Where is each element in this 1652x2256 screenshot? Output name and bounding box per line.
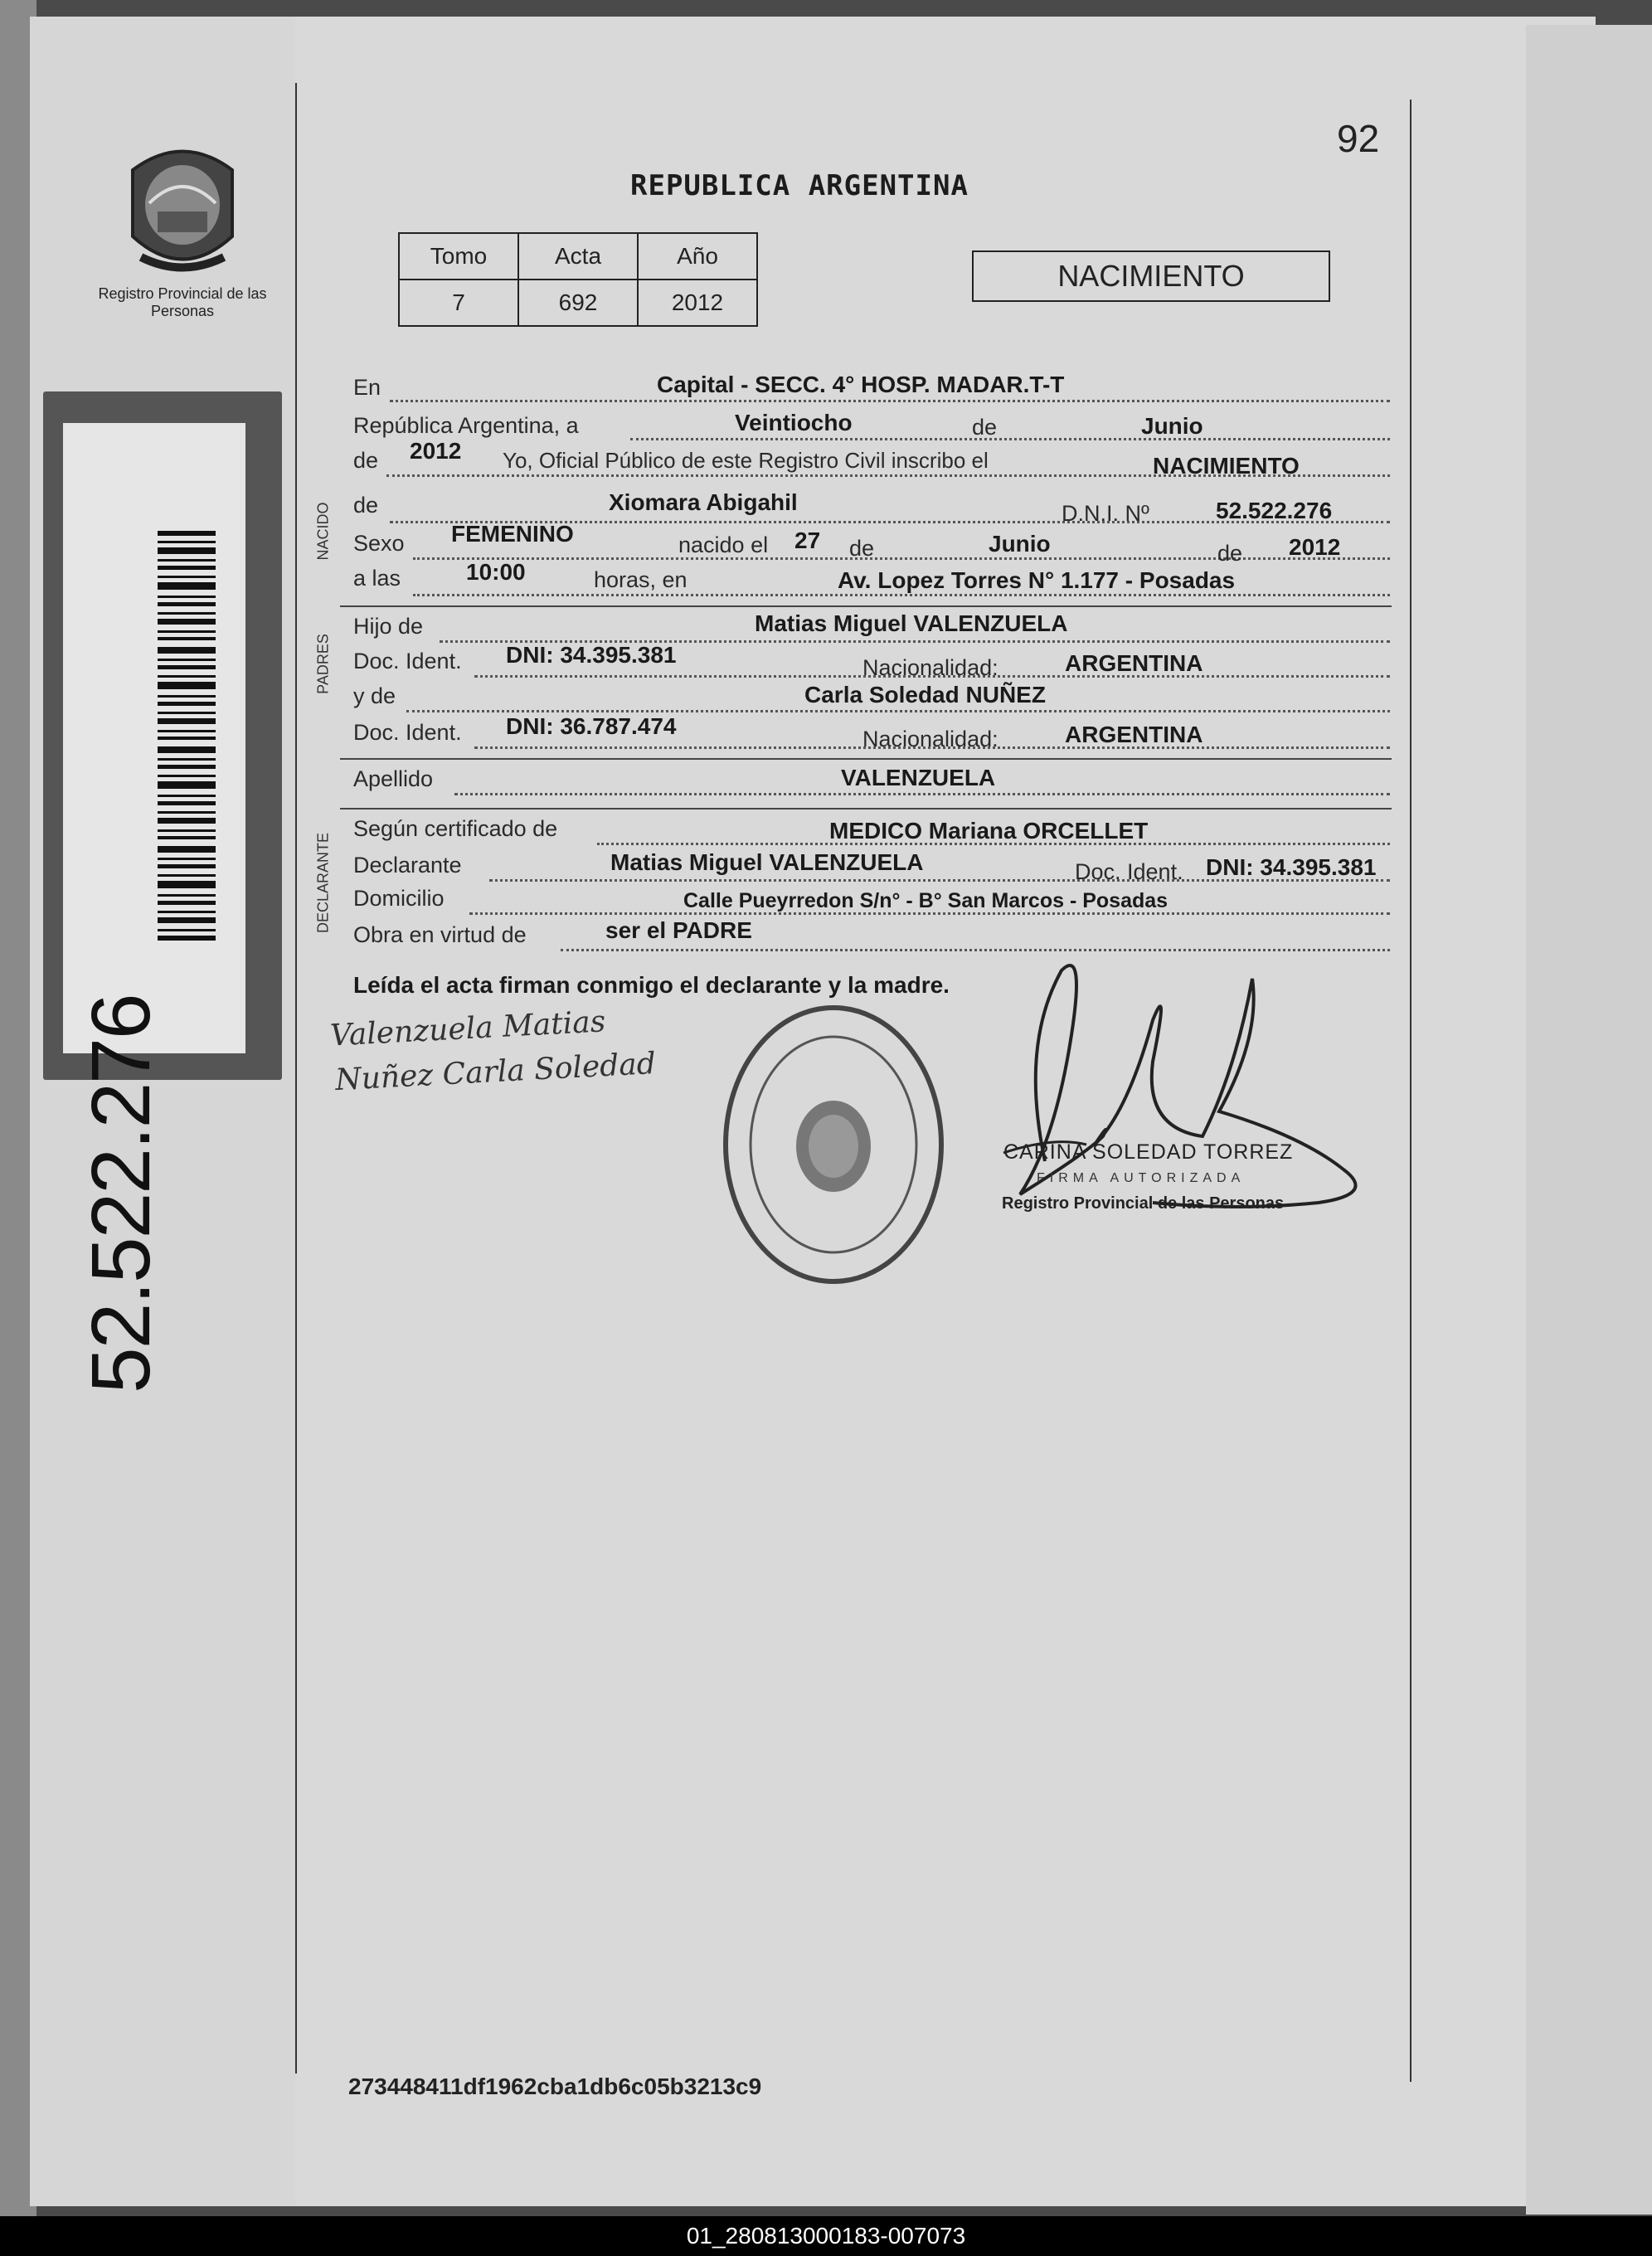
- handwritten-signature: Valenzuela Matias: [329, 1004, 607, 1053]
- month-value: Junio: [1141, 413, 1203, 439]
- de-label: de: [353, 448, 379, 473]
- record-type-box: NACIMIENTO: [972, 250, 1330, 302]
- value-anio: 2012: [638, 280, 757, 326]
- dotted-line: [413, 594, 1390, 596]
- signatory-role: FIRMA AUTORIZADA: [1037, 1171, 1246, 1185]
- day-value: Veintiocho: [735, 410, 853, 435]
- value-tomo: 7: [399, 280, 518, 326]
- hijo-de-label: Hijo de: [353, 614, 424, 639]
- divider: [340, 758, 1392, 760]
- apellido-value: VALENZUELA: [841, 765, 996, 790]
- section-nacido: NACIDO: [314, 502, 332, 561]
- divider: [340, 808, 1392, 810]
- declarante-label: Declarante: [353, 853, 462, 878]
- name-value: Xiomara Abigahil: [609, 489, 798, 515]
- handwritten-signature: Nuñez Carla Soledad: [334, 1046, 657, 1098]
- en-label: En: [353, 375, 381, 400]
- de-label: de: [353, 493, 379, 518]
- table-header-row: [399, 233, 757, 280]
- obra-label: Obra en virtud de: [353, 922, 527, 947]
- obra-value: ser el PADRE: [605, 917, 752, 943]
- sexo-label: Sexo: [353, 531, 405, 556]
- header-acta: Acta: [518, 233, 638, 280]
- document-hash: 273448411df1962cba1db6c05b3213c9: [348, 2074, 762, 2099]
- inscribo-value: NACIMIENTO: [1153, 453, 1300, 479]
- doc-ident-label: Doc. Ident.: [353, 720, 462, 745]
- nacionalidad-label: Nacionalidad:: [862, 655, 998, 680]
- signatory-name: CARINA SOLEDAD TORREZ: [1003, 1140, 1294, 1164]
- birth-year: 2012: [1289, 534, 1341, 560]
- dotted-line: [406, 710, 1390, 712]
- header-tomo: Tomo: [399, 233, 518, 280]
- doc-ident-label: Doc. Ident.: [1075, 859, 1183, 884]
- certificado-value: MEDICO Mariana ORCELLET: [829, 818, 1149, 844]
- padre-value: Matias Miguel VALENZUELA: [755, 610, 1068, 636]
- page-number: 92: [1337, 117, 1380, 160]
- de-label: de: [1217, 541, 1243, 566]
- de-label: de: [849, 536, 875, 561]
- dotted-line: [454, 793, 1390, 795]
- official-seal-stamp-icon: [713, 995, 954, 1294]
- republica-label: República Argentina, a: [353, 413, 579, 438]
- a-las-label: a las: [353, 566, 401, 591]
- value-acta: 692: [518, 280, 638, 326]
- dotted-line: [390, 400, 1390, 402]
- nacionalidad-label: Nacionalidad:: [862, 727, 998, 751]
- registry-label: Registro Provincial de las Personas: [98, 285, 267, 319]
- sexo-value: FEMENINO: [451, 521, 574, 547]
- birth-day: 27: [794, 528, 821, 553]
- birth-month: Junio: [989, 531, 1051, 557]
- left-margin-rule: [295, 83, 297, 2074]
- hora-value: 10:00: [466, 559, 526, 585]
- y-de-label: y de: [353, 683, 396, 708]
- de-label: de: [972, 415, 998, 440]
- signatory-org: Registro Provincial de las Personas: [1002, 1194, 1285, 1213]
- en-value: Capital - SECC. 4° HOSP. MADAR.T-T: [657, 372, 1065, 397]
- madre-nac: ARGENTINA: [1065, 722, 1203, 747]
- page-edge: [1526, 25, 1652, 2215]
- domicilio-value: Calle Pueyrredon S/n° - B° San Marcos - Posadas: [683, 889, 1169, 912]
- document-title: REPUBLICA ARGENTINA: [630, 169, 969, 202]
- header-anio: Año: [638, 233, 757, 280]
- doc-ident-label: Doc. Ident.: [353, 649, 462, 673]
- dni-label: D.N.I. Nº: [1062, 501, 1149, 526]
- declarante-value: Matias Miguel VALENZUELA: [610, 849, 924, 875]
- dotted-line: [630, 438, 1390, 440]
- domicilio-label: Domicilio: [353, 886, 445, 911]
- madre-value: Carla Soledad NUÑEZ: [804, 682, 1046, 707]
- lugar-value: Av. Lopez Torres N° 1.177 - Posadas: [838, 567, 1236, 593]
- horas-en-label: horas, en: [594, 567, 688, 592]
- padre-doc: DNI: 34.395.381: [506, 642, 677, 668]
- section-padres: PADRES: [314, 634, 332, 694]
- section-declarante: DECLARANTE: [314, 832, 332, 934]
- right-margin-rule: [1410, 100, 1411, 2082]
- certificado-label: Según certificado de: [353, 816, 558, 841]
- tomo-acta-table: [398, 232, 758, 327]
- closing-statement: Leída el acta firman conmigo el declarante y la madre.: [353, 972, 950, 998]
- official-signature-icon: [987, 946, 1385, 1261]
- dotted-line: [413, 557, 1390, 560]
- year-value: 2012: [410, 438, 462, 464]
- divider: [340, 605, 1392, 607]
- dni-value: 52.522.276: [1216, 498, 1333, 523]
- nacido-el-label: nacido el: [678, 532, 769, 557]
- inscribo-label: Yo, Oficial Público de este Registro Civil inscribo el: [503, 448, 989, 473]
- province-emblem-icon: [116, 137, 249, 278]
- barcode-number: 52.522.276: [75, 994, 168, 1393]
- apellido-label: Apellido: [353, 766, 434, 791]
- table-row: [399, 280, 757, 326]
- padre-nac: ARGENTINA: [1065, 650, 1203, 676]
- declarante-doc: DNI: 34.395.381: [1206, 854, 1377, 880]
- footer-id: 01_280813000183-007073: [686, 2223, 966, 2249]
- madre-doc: DNI: 36.787.474: [506, 713, 677, 739]
